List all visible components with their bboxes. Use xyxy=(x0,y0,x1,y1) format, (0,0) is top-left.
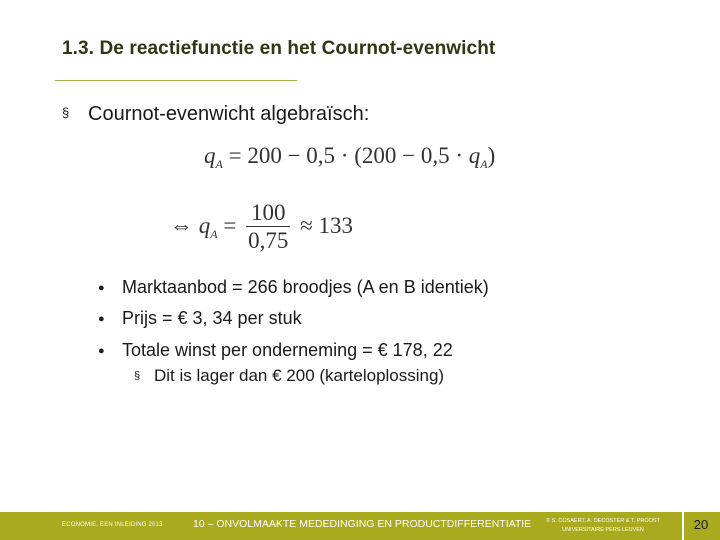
square-bullet-icon: § xyxy=(134,370,141,382)
footer-authors: © S. COSAERT, A. DECOSTER & T. PROOST xyxy=(546,518,660,524)
eq2-lhs-sub: A xyxy=(210,226,218,241)
dot-bullet-icon: ● xyxy=(98,345,105,357)
footer-book-title: ECONOMIE, EEN INLEIDING 2013 xyxy=(62,522,163,528)
sub-list-item xyxy=(134,366,444,386)
sub-list-item-text: Dit is lager dan € 200 (karteloplossing) xyxy=(154,366,445,385)
list-item xyxy=(98,308,302,329)
list-item-text: Totale winst per onderneming = € 178, 22 xyxy=(122,340,453,360)
list-item-text: Prijs = € 3, 34 per stuk xyxy=(122,308,302,328)
list-item xyxy=(98,340,453,361)
dot-bullet-icon: ● xyxy=(98,282,105,294)
footer-copyright xyxy=(527,517,679,535)
slide-title: 1.3. De reactiefunctie en het Cournot-evenwicht xyxy=(62,38,496,59)
list-item-text: Marktaanbod = 266 broodjes (A en B identiek) xyxy=(122,277,489,297)
footer-bar xyxy=(0,512,720,540)
fraction xyxy=(246,200,290,255)
footer-publisher: UNIVERSITAIRE PERS LEUVEN xyxy=(562,527,644,533)
eq2-lhs-var: q xyxy=(198,212,211,238)
fraction-denominator: 0,75 xyxy=(248,228,289,253)
footer-chapter: 10 – ONVOLMAAKTE MEDEDINGING EN PRODUCTDIFFERENTIATIE xyxy=(193,518,532,530)
main-bullet-text: Cournot-evenwicht algebraïsch: xyxy=(88,103,370,125)
eq1-lhs-var: q xyxy=(204,143,216,168)
eq2-equals: = xyxy=(223,212,237,238)
square-bullet-icon: § xyxy=(62,105,70,120)
equivalence-icon: ⇔ xyxy=(170,212,193,238)
dot-bullet-icon: ● xyxy=(98,313,105,325)
list-item xyxy=(98,277,489,298)
eq1-close: ) xyxy=(487,143,496,168)
main-bullet xyxy=(62,103,369,126)
footer-separator xyxy=(682,512,684,540)
equation-reaction xyxy=(204,143,495,172)
fraction-numerator: 100 xyxy=(250,200,286,225)
eq1-rhs: = 200 − 0,5 · (200 − 0,5 · xyxy=(228,143,469,168)
equation-solution xyxy=(170,200,353,255)
eq1-var: q xyxy=(468,143,481,168)
eq1-lhs-sub: A xyxy=(215,157,223,171)
eq1-sub: A xyxy=(480,157,488,171)
title-underline xyxy=(55,80,297,81)
eq2-approx: ≈ 133 xyxy=(300,212,353,238)
page-number: 20 xyxy=(693,517,709,532)
